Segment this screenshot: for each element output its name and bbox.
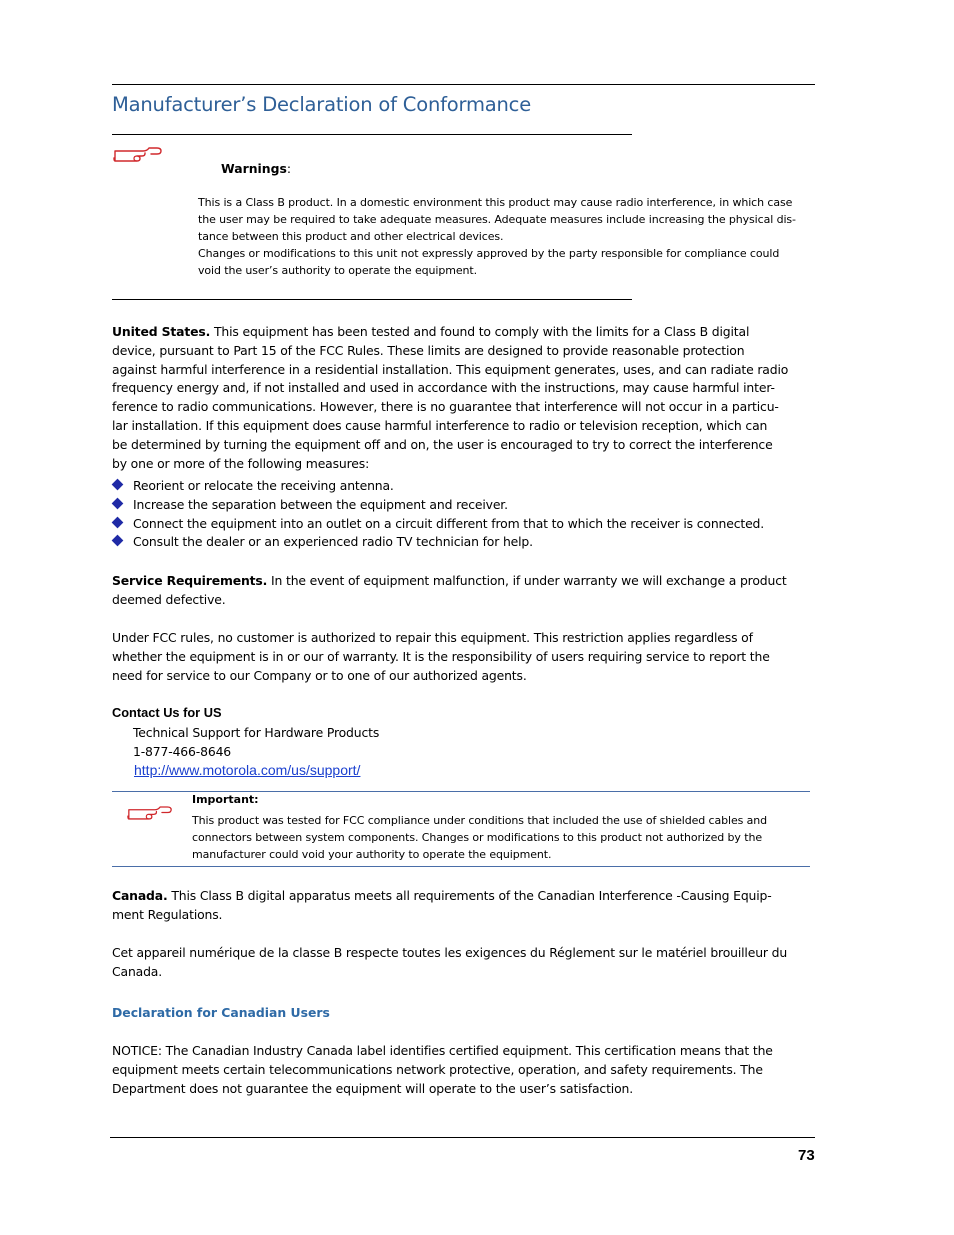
- canada-line: ment Regulations.: [112, 906, 223, 922]
- declaration-line: NOTICE: The Canadian Industry Canada label identifies certified equipment. This certification means that the: [112, 1043, 773, 1058]
- important-line: manufacturer could void your authority to operate the equipment.: [192, 848, 552, 861]
- contact-phone: 1-877-466-8646: [133, 744, 232, 759]
- warnings-colon: :: [286, 161, 292, 176]
- list-item-text: Reorient or relocate the receiving antenna.: [133, 478, 394, 493]
- important-text: [192, 812, 812, 863]
- page-title: Manufacturer’s Declaration of Conformance: [112, 93, 532, 116]
- declaration-line: Department does not guarantee the equipment will operate to the user’s satisfaction.: [112, 1080, 634, 1096]
- declaration-paragraph: [112, 1042, 832, 1098]
- canada-french-paragraph: [112, 944, 832, 982]
- warnings-bottom-rule: [112, 299, 632, 300]
- fcc-line: Under FCC rules, no customer is authorized to repair this equipment. This restriction applies regardless of: [112, 630, 753, 645]
- list-item: [112, 477, 832, 496]
- contact-support-line: Technical Support for Hardware Products: [133, 725, 380, 740]
- list-item-text: Increase the separation between the equipment and receiver.: [133, 496, 508, 512]
- warnings-line: Changes or modifications to this unit not expressly approved by the party responsible for compliance could: [198, 247, 780, 260]
- page-number: 73: [798, 1147, 815, 1164]
- diamond-icon: [112, 479, 124, 491]
- important-line: connectors between system components. Changes or modifications to this product not authorized by the: [192, 831, 762, 844]
- footer-rule: [110, 1137, 815, 1138]
- diamond-icon: [112, 535, 124, 547]
- us-line: ference to radio communications. However, there is no guarantee that interference will not occur in a particu-: [112, 399, 779, 415]
- important-label: Important:: [192, 793, 259, 806]
- warnings-top-rule: [112, 134, 632, 135]
- french-line: Cet appareil numérique de la classe B respecte toutes les exigences du Réglement sur le matériel brouilleur du: [112, 945, 788, 960]
- us-line: lar installation. If this equipment does cause harmful interference to radio or television reception, which can: [112, 417, 768, 433]
- us-heading: United States.: [112, 324, 211, 339]
- warnings-line: void the user’s authority to operate the equipment.: [198, 264, 477, 277]
- important-top-rule: [112, 791, 810, 792]
- service-line: deemed defective.: [112, 591, 226, 607]
- us-line: against harmful interference in a residential installation. This equipment generates, uses, and can radiate radio: [112, 361, 789, 377]
- important-line: This product was tested for FCC compliance under conditions that included the use of shielded cables and: [192, 814, 768, 827]
- us-line: device, pursuant to Part 15 of the FCC Rules. These limits are designed to provide reasonable protection: [112, 342, 745, 358]
- canada-heading: Canada.: [112, 888, 168, 903]
- pointing-hand-icon: [127, 802, 173, 823]
- declaration-heading: Declaration for Canadian Users: [112, 1005, 330, 1020]
- us-line: by one or more of the following measures:: [112, 455, 370, 471]
- warnings-line: tance between this product and other electrical devices.: [198, 230, 504, 243]
- service-line: In the event of equipment malfunction, if under warranty we will exchange a product: [267, 573, 787, 588]
- warnings-label-text: Warnings: [221, 161, 287, 176]
- list-item: [112, 496, 832, 515]
- diamond-icon: [112, 497, 124, 509]
- service-paragraph: [112, 572, 832, 610]
- service-heading: Service Requirements.: [112, 573, 268, 588]
- french-line: Canada.: [112, 963, 163, 979]
- pointing-hand-icon: [113, 143, 163, 165]
- warnings-line: This is a Class B product. In a domestic environment this product may cause radio interference, in which case: [198, 196, 793, 209]
- fcc-line: need for service to our Company or to one of our authorized agents.: [112, 667, 527, 683]
- us-line: be determined by turning the equipment off and on, the user is encouraged to try to correct the interference: [112, 436, 773, 452]
- warnings-label: [221, 161, 291, 176]
- us-measures-list: [112, 477, 832, 552]
- us-paragraph: [112, 323, 832, 473]
- fcc-line: whether the equipment is in or our of warranty. It is the responsibility of users requiring service to report the: [112, 648, 770, 664]
- diamond-icon: [112, 516, 124, 528]
- us-line: frequency energy and, if not installed and used in accordance with the instructions, may cause harmful inter-: [112, 380, 775, 396]
- warnings-text: [198, 194, 828, 279]
- contact-heading: Contact Us for US: [112, 705, 222, 720]
- declaration-line: equipment meets certain telecommunications network protective, operation, and safety requirements. The: [112, 1061, 763, 1077]
- list-item: [112, 533, 832, 552]
- list-item-text: Consult the dealer or an experienced radio TV technician for help.: [133, 534, 533, 550]
- canada-paragraph: [112, 887, 832, 925]
- list-item-text: Connect the equipment into an outlet on a circuit different from that to which the receiver is connected.: [133, 515, 765, 531]
- fcc-repair-paragraph: [112, 629, 832, 685]
- important-bottom-rule: [112, 866, 810, 867]
- canada-line: This Class B digital apparatus meets all requirements of the Canadian Interference -Causing Equip-: [167, 888, 772, 903]
- us-line: This equipment has been tested and found to comply with the limits for a Class B digital: [210, 324, 750, 339]
- list-item: [112, 515, 832, 534]
- support-link[interactable]: http://www.motorola.com/us/support/: [134, 762, 361, 778]
- top-rule: [112, 84, 815, 85]
- warnings-line: the user may be required to take adequate measures. Adequate measures include increasing the physical dis-: [198, 213, 796, 226]
